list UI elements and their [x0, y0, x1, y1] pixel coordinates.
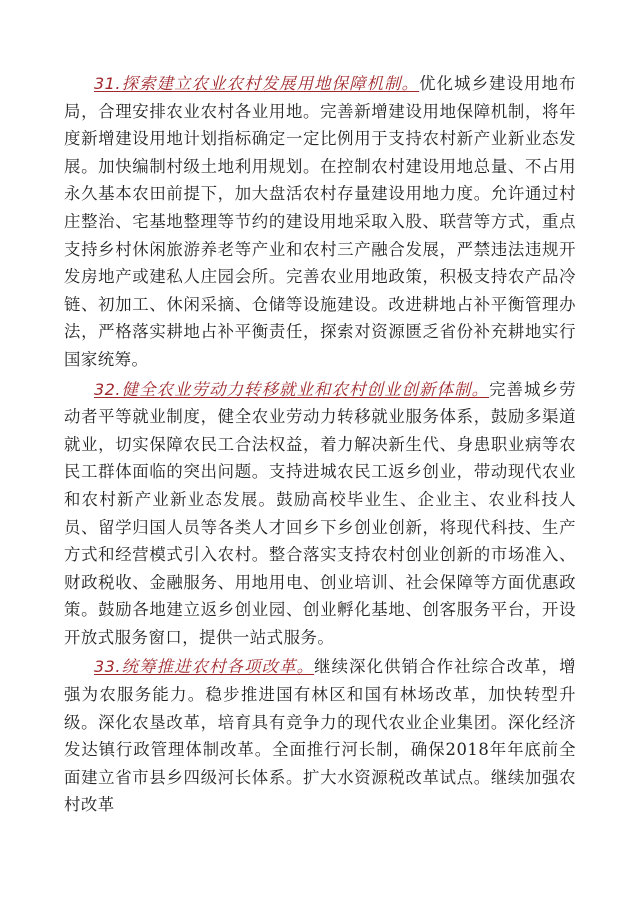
- document-page: [64, 70, 576, 821]
- paragraph-body: 完善城乡劳动者平等就业制度，健全农业劳动力转移就业服务体系，鼓励多渠道就业，切实保障农民工合法权益，着力解决新生代、身患职业病等农民工群体面临的突出问题。支持进城农民工返乡创业，带动现代农业和农村新产业新业态发展。鼓励高校毕业生、企业主、农业科技人员、留学归国人员等各类人才回乡下乡创业创新，将现代科技、生产方式和经营模式引入农村。整合落实支持农村创业创新的市场准入、财政税收、金融服务、用地用电、创业培训、社会保障等方面优惠政策。鼓励各地建立返乡创业园、创业孵化基地、创客服务平台，开设开放式服务窗口，提供一站式服务。: [64, 379, 577, 647]
- paragraph-body: 优化城乡建设用地布局，合理安排农业农村各业用地。完善新增建设用地保障机制，将年度新增建设用地计划指标确定一定比例用于支持农村新产业新业态发展。加快编制村级土地利用规划。在控制农村建设用地总量、不占用永久基本农田前提下，加大盘活农村存量建设用地力度。允许通过村庄整治、宅基地整理等节约的建设用地采取入股、联营等方式，重点支持乡村休闲旅游养老等产业和农村三产融合发展，严禁违法违规开发房地产或建私人庄园会所。完善农业用地政策，积极支持农产品冷链、初加工、休闲采摘、仓储等设施建设。改进耕地占补平衡管理办法，严格落实耕地占补平衡责任，探索对资源匮乏省份补充耕地实行国家统筹。: [64, 74, 577, 369]
- heading-text: 健全农业劳动力转移就业和农村创业创新体制。: [120, 379, 490, 399]
- paragraph-33: [64, 653, 576, 819]
- heading-text: 统筹推进农村各项改革。: [120, 657, 315, 677]
- paragraph-heading: [94, 657, 314, 676]
- paragraph-number: 31.: [94, 74, 121, 93]
- paragraph-heading: [94, 74, 419, 93]
- paragraph-heading: [94, 380, 489, 399]
- paragraph-number: 33.: [94, 657, 121, 677]
- paragraph-32: [64, 376, 576, 652]
- heading-text: 探索建立农业农村发展用地保障机制。: [120, 74, 420, 93]
- paragraph-body: 继续深化供销合作社综合改革，增强为农服务能力。稳步推进国有林区和国有林场改革，加快转型升级。深化农垦改革，培育具有竞争力的现代农业企业集团。深化经济发达镇行政管理体制改革。全面推行河长制，确保2018年年底前全面建立省市县乡四级河长体系。扩大水资源税改革试点。继续加强农村改革: [64, 657, 577, 815]
- paragraph-31: [64, 70, 576, 374]
- paragraph-number: 32.: [94, 379, 121, 399]
